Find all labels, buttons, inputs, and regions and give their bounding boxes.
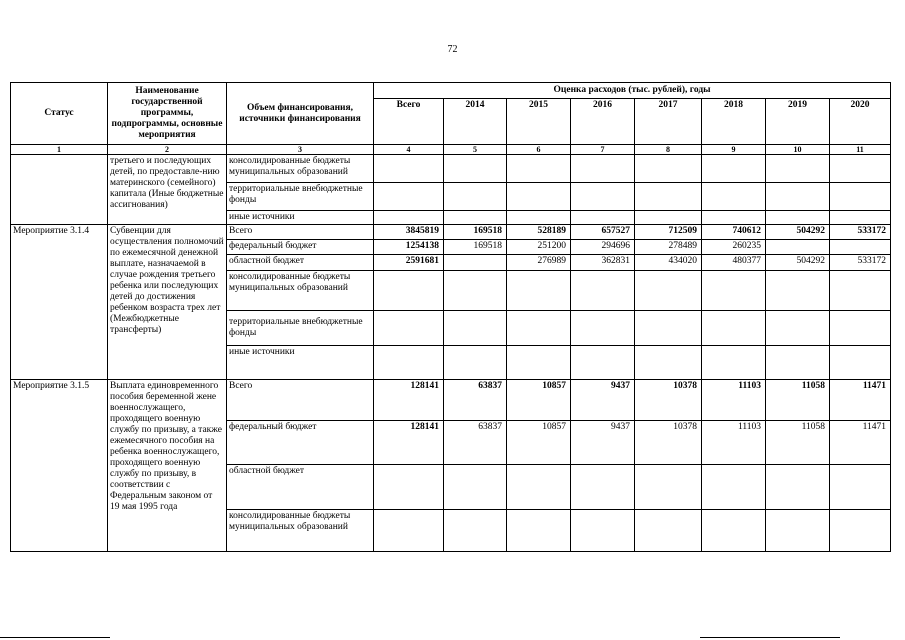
value-cell: 10378: [635, 421, 702, 465]
value-cell: 1254138: [374, 240, 444, 255]
value-cell: 128141: [374, 421, 444, 465]
header-year: 2014: [444, 99, 507, 145]
source-cell: федеральный бюджет: [227, 240, 374, 255]
source-cell: территориальные внебюджетные фонды: [227, 183, 374, 211]
value-cell: 657527: [571, 225, 635, 240]
value-cell: 260235: [702, 240, 766, 255]
source-cell: Всего: [227, 380, 374, 421]
value-cell: 434020: [635, 255, 702, 271]
source-cell: консолидированные бюджеты муниципальных образований: [227, 510, 374, 552]
value-cell: 251200: [507, 240, 571, 255]
source-cell: иные источники: [227, 346, 374, 380]
source-cell: федеральный бюджет: [227, 421, 374, 465]
source-cell: Всего: [227, 225, 374, 240]
column-number: 3: [227, 145, 374, 155]
status-cell: [11, 155, 108, 225]
header-total: Всего: [374, 99, 444, 145]
table-row: [11, 380, 891, 421]
value-cell: 11103: [702, 421, 766, 465]
measure-name: Субвенции для осуществления полномочий по ежемесячной денежной выплате, назначаемой в случае рождения третьего ребенка или последующих детей до достижения ребенком возраста трех лет (Межбюджетные трансферты): [108, 225, 227, 380]
header-year: 2019: [766, 99, 830, 145]
scan-edge-line: [0, 637, 110, 638]
value-cell: 10857: [507, 380, 571, 421]
value-cell: 294696: [571, 240, 635, 255]
value-cell: 10378: [635, 380, 702, 421]
header-name: Наименование государственной программы, подпрограммы, основные мероприятия: [108, 83, 227, 145]
header-year: 2020: [830, 99, 891, 145]
column-numbers-row: [11, 145, 891, 155]
status-cell: Мероприятие 3.1.4: [11, 225, 108, 380]
value-cell: 11103: [702, 380, 766, 421]
header-year: 2015: [507, 99, 571, 145]
expenditure-table: [10, 82, 891, 552]
value-cell: 9437: [571, 380, 635, 421]
header-status: Статус: [11, 83, 108, 145]
source-cell: территориальные внебюджетные фонды: [227, 311, 374, 346]
value-cell: 169518: [444, 240, 507, 255]
value-cell: 169518: [444, 225, 507, 240]
value-cell: 533172: [830, 255, 891, 271]
value-cell: [830, 240, 891, 255]
value-cell: 11471: [830, 421, 891, 465]
value-cell: 128141: [374, 380, 444, 421]
value-cell: 3845819: [374, 225, 444, 240]
column-number: 9: [702, 145, 766, 155]
column-number: 6: [507, 145, 571, 155]
column-number: 7: [571, 145, 635, 155]
column-number: 5: [444, 145, 507, 155]
column-number: 2: [108, 145, 227, 155]
column-number: 10: [766, 145, 830, 155]
value-cell: 504292: [766, 255, 830, 271]
source-cell: консолидированные бюджеты муниципальных образований: [227, 271, 374, 311]
value-cell: 362831: [571, 255, 635, 271]
value-cell: 712509: [635, 225, 702, 240]
column-number: 8: [635, 145, 702, 155]
measure-name: третьего и последующих детей, по предоставле-нию материнского (семейного) капитала (Иные бюджетные ассигнования): [108, 155, 227, 225]
value-cell: 10857: [507, 421, 571, 465]
header-estimate: Оценка расходов (тыс. рублей), годы: [374, 83, 891, 99]
page-number: 72: [447, 44, 458, 55]
value-cell: [766, 240, 830, 255]
value-cell: 11058: [766, 421, 830, 465]
value-cell: 276989: [507, 255, 571, 271]
scan-edge-line: [700, 637, 840, 638]
value-cell: 2591681: [374, 255, 444, 271]
header-year: 2017: [635, 99, 702, 145]
value-cell: 11471: [830, 380, 891, 421]
value-cell: 504292: [766, 225, 830, 240]
value-cell: 63837: [444, 380, 507, 421]
column-number: 11: [830, 145, 891, 155]
table-row: [11, 225, 891, 240]
header-year: 2018: [702, 99, 766, 145]
source-cell: консолидированные бюджеты муниципальных образований: [227, 155, 374, 183]
value-cell: 11058: [766, 380, 830, 421]
column-number: 4: [374, 145, 444, 155]
source-cell: областной бюджет: [227, 255, 374, 271]
table-row: [11, 155, 891, 183]
value-cell: 740612: [702, 225, 766, 240]
header-year: 2016: [571, 99, 635, 145]
value-cell: 480377: [702, 255, 766, 271]
value-cell: [444, 255, 507, 271]
header-volume: Объем финансирования, источники финансирования: [227, 83, 374, 145]
measure-name: Выплата единовременного пособия беременной жене военнослужащего, проходящего военную службу по призыву, а также ежемесячного пособия на ребенка военнослужащего, проходящего военную службу по призыву, в соответствии с Федеральным законом от 19 мая 1995 года: [108, 380, 227, 552]
value-cell: 533172: [830, 225, 891, 240]
value-cell: 63837: [444, 421, 507, 465]
column-number: 1: [11, 145, 108, 155]
source-cell: областной бюджет: [227, 465, 374, 510]
status-cell: Мероприятие 3.1.5: [11, 380, 108, 552]
value-cell: 278489: [635, 240, 702, 255]
value-cell: 528189: [507, 225, 571, 240]
source-cell: иные источники: [227, 211, 374, 225]
value-cell: 9437: [571, 421, 635, 465]
